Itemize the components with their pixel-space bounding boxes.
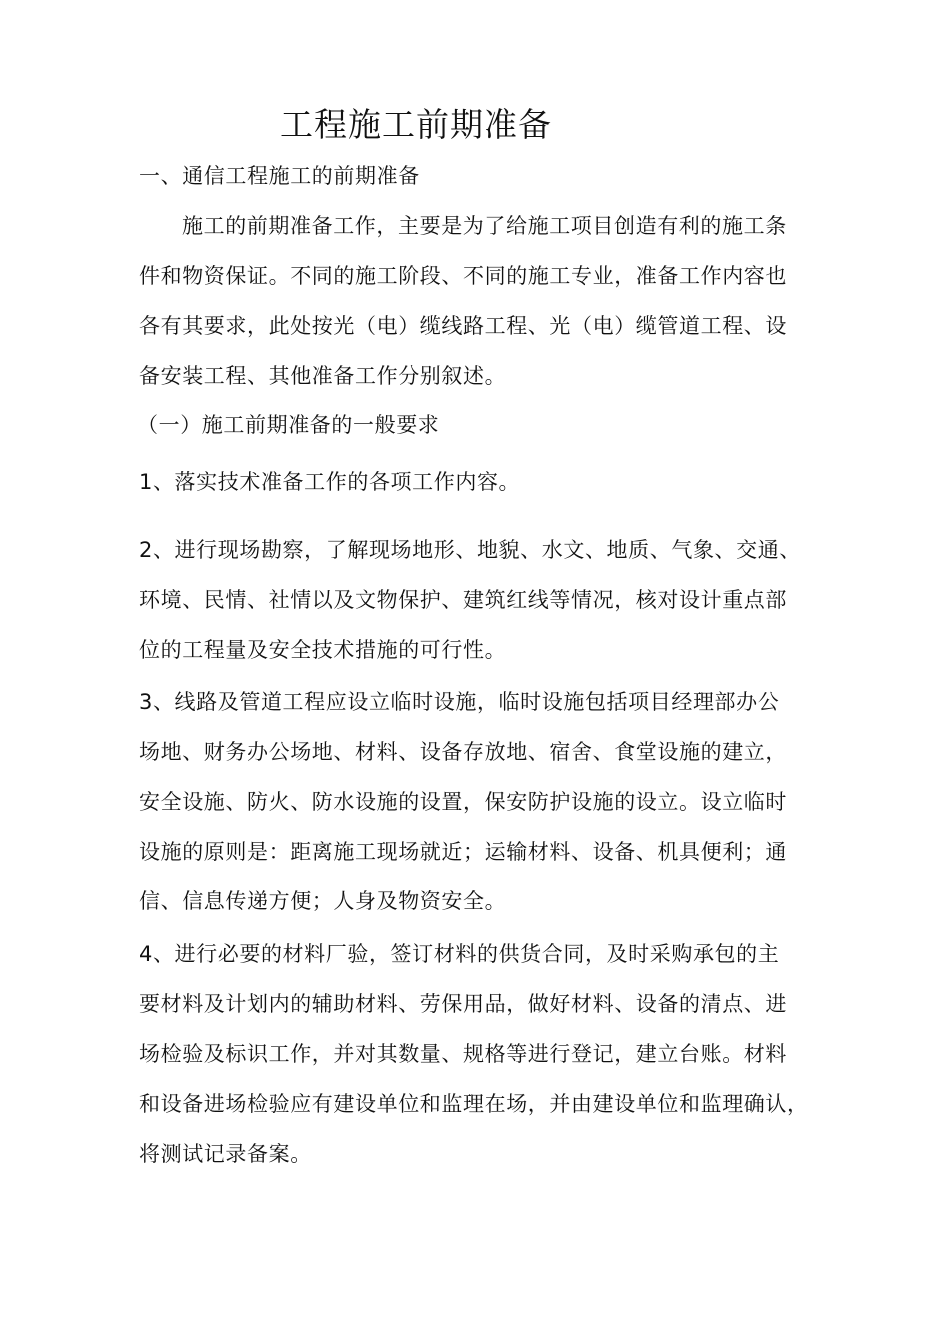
- item-4-line-2: 要材料及计划内的辅助材料、劳保用品，做好材料、设备的清点、进: [139, 992, 787, 1016]
- item-4-line-3: 场检验及标识工作，并对其数量、规格等进行登记，建立台账。材料: [139, 1042, 787, 1066]
- item-2-line-3: 位的工程量及安全技术措施的可行性。: [139, 638, 507, 662]
- intro-line-3: 各有其要求，此处按光（电）缆线路工程、光（电）缆管道工程、设: [139, 314, 787, 338]
- item-4-line-4: 和设备进场检验应有建设单位和监理在场，并由建设单位和监理确认，: [139, 1092, 809, 1116]
- item-3-line-4: 设施的原则是：距离施工现场就近；运输材料、设备、机具便利；通: [139, 840, 787, 864]
- document-title: 工程施工前期准备: [280, 105, 552, 144]
- item-3-line-2: 场地、财务办公场地、材料、设备存放地、宿舍、食堂设施的建立，: [139, 740, 787, 764]
- item-2-line-1: 2、进行现场勘察，了解现场地形、地貌、水文、地质、气象、交通、: [139, 538, 801, 562]
- item-3-line-1: 3、线路及管道工程应设立临时设施，临时设施包括项目经理部办公: [139, 690, 780, 714]
- item-3-line-5: 信、信息传递方便；人身及物资安全。: [139, 889, 507, 913]
- item-4-line-5: 将测试记录备案。: [139, 1142, 312, 1166]
- section-heading: 一、通信工程施工的前期准备: [139, 164, 420, 188]
- item-4-line-1: 4、进行必要的材料厂验，签订材料的供货合同，及时采购承包的主: [139, 942, 780, 966]
- item-3-line-3: 安全设施、防火、防水设施的设置，保安防护设施的设立。设立临时: [139, 790, 787, 814]
- intro-line-4: 备安装工程、其他准备工作分别叙述。: [139, 364, 507, 388]
- intro-line-2: 件和物资保证。不同的施工阶段、不同的施工专业，准备工作内容也: [139, 264, 787, 288]
- intro-line-1: 施工的前期准备工作，主要是为了给施工项目创造有利的施工条: [182, 214, 787, 238]
- subsection-heading: （一）施工前期准备的一般要求: [137, 413, 440, 437]
- item-1-line-1: 1、落实技术准备工作的各项工作内容。: [139, 470, 521, 494]
- item-2-line-2: 环境、民情、社情以及文物保护、建筑红线等情况，核对设计重点部: [139, 588, 787, 612]
